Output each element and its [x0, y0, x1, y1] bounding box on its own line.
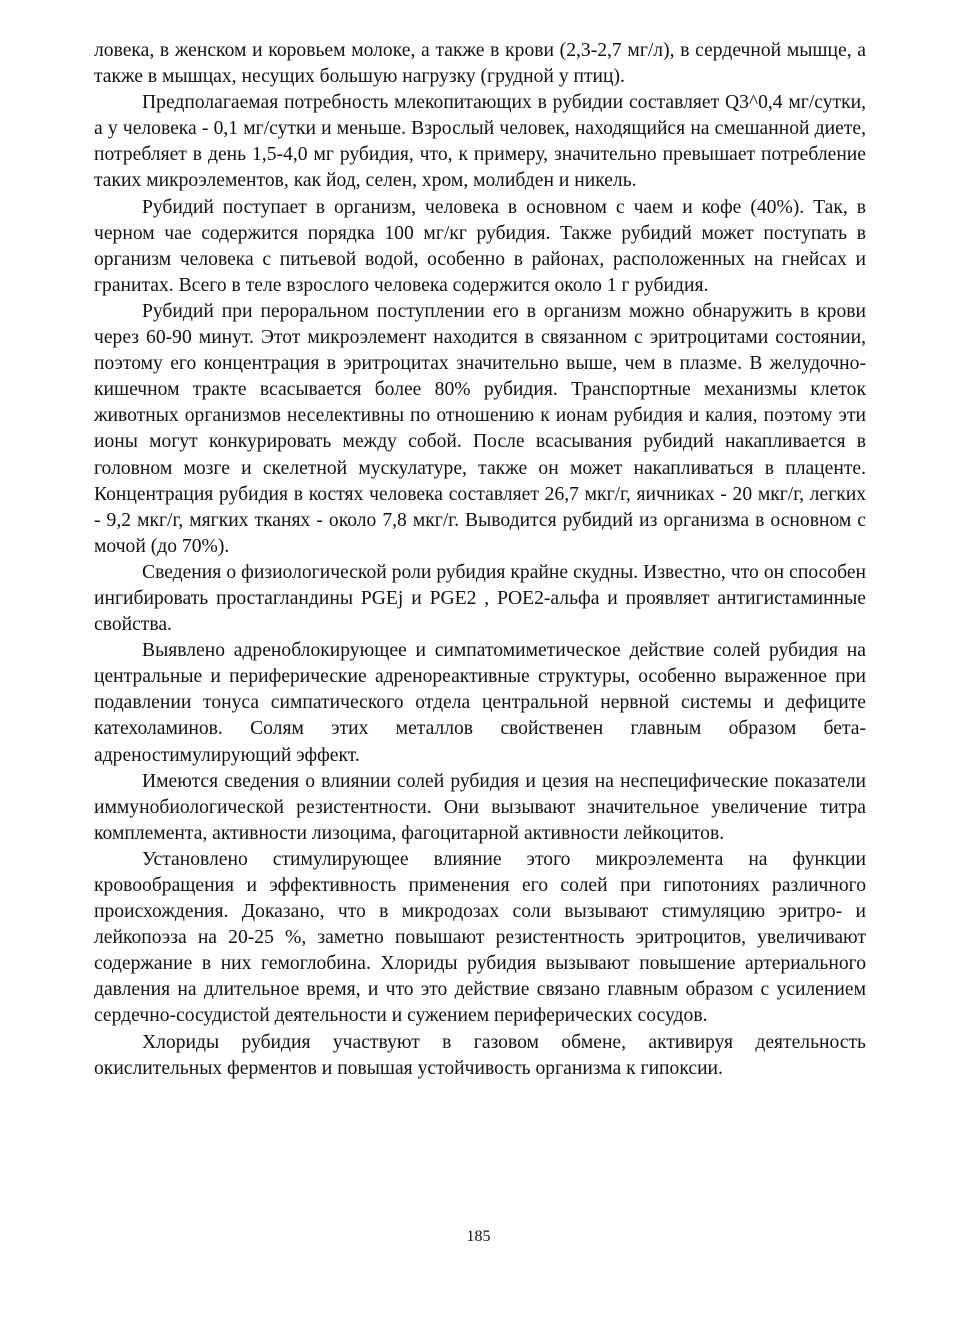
paragraph-adrenergic: Выявлено адреноблокирующее и симпатомиметическое действие солей рубидия на центральные и периферические адренореактивные структуры, особенно выраженное при подавлении тонуса симпатического отдела центральной нервной системы и дефиците катехоламинов. Солям этих металлов свойственен главным образом бета-адреностимулирующий эффект. — [94, 640, 866, 766]
paragraph-immunity: Имеются сведения о влиянии солей рубидия и цезия на неспецифические показатели иммунобиологической резистентности. Они вызывают значительное увеличение титра комплемента, активности лизоцима, фагоцитарной активности лейкоцитов. — [94, 770, 866, 844]
paragraph-requirement: Предполагаемая потребность млекопитающих в рубидии составляет Q3^0,4 мг/сутки, а у человека - 0,1 мг/сутки и меньше. Взрослый человек, находящийся на смешанной диете, потребляет в день 1,5-4,0 мг рубидия, что, к примеру, значительно превышает потребление таких микроэлементов, как йод, селен, хром, молибден и никель. — [94, 92, 866, 192]
paragraph-gas-exchange: Хлориды рубидия участвуют в газовом обмене, активируя деятельность окислительных ферментов и повышая устойчивость организма к гипоксии. — [94, 1031, 866, 1079]
page-number: 185 — [466, 1228, 491, 1245]
paragraph-physiology: Сведения о физиологической роли рубидия крайне скудны. Известно, что он способен ингибировать простагландины PGEj и PGE2 , POE2-альфа и проявляет антигистаминные свойства. — [94, 561, 866, 636]
page-body — [94, 38, 866, 1082]
paragraph-continuation: ловека, в женском и коровьем молоке, а также в крови (2,3-2,7 мг/л), в сердечной мышце, а также в мышцах, несущих большую нагрузку (грудной у птиц). — [94, 40, 866, 88]
paragraph-circulation: Установлено стимулирующее влияние этого микроэлемента на функции кровообращения и эффективность применения его солей при гипотониях различного происхождения. Доказано, что в микродозах соли вызывают стимуляцию эритро- и лейкопоэза на 20-25 %, заметно повышают резистентность эритроцитов, увеличивают содержание в них гемоглобина. Хлориды рубидия вызывают повышение артериального давления на длительное время, и что это действие связано главным образом с усилением сердечно-сосудистой деятельности и сужением периферических сосудов. — [94, 848, 866, 1027]
paragraph-absorption: Рубидий при пероральном поступлении его в организм можно обнаружить в крови через 60-90 минут. Этот микроэлемент находится в связанном с эритроцитами состоянии, поэтому его концентрация в эритроцитах значительно выше, чем в плазме. В желудочно-кишечном тракте всасывается более 80% рубидия. Транспортные механизмы клеток животных организмов неселективны по отношению к ионам рубидия и калия, поэтому эти ионы могут конкурировать между собой. После всасывания рубидий накапливается в головном мозге и скелетной мускулатуре, также он может накапливаться в плаценте. Концентрация рубидия в костях человека составляет 26,7 мкг/г, яичниках - 20 мкг/г, легких - 9,2 мкг/г, мягких тканях - около 7,8 мкг/г. Выводится рубидий из организма в основном с мочой (до 70%). — [94, 300, 866, 557]
paragraph-intake: Рубидий поступает в организм, человека в основном с чаем и кофе (40%). Так, в черном чае содержится порядка 100 мг/кг рубидия. Также рубидий может поступать в организм человека с питьевой водой, особенно в районах, расположенных на гнейсах и гранитах. Всего в теле взрослого человека содержится около 1 г рубидия. — [94, 196, 866, 296]
